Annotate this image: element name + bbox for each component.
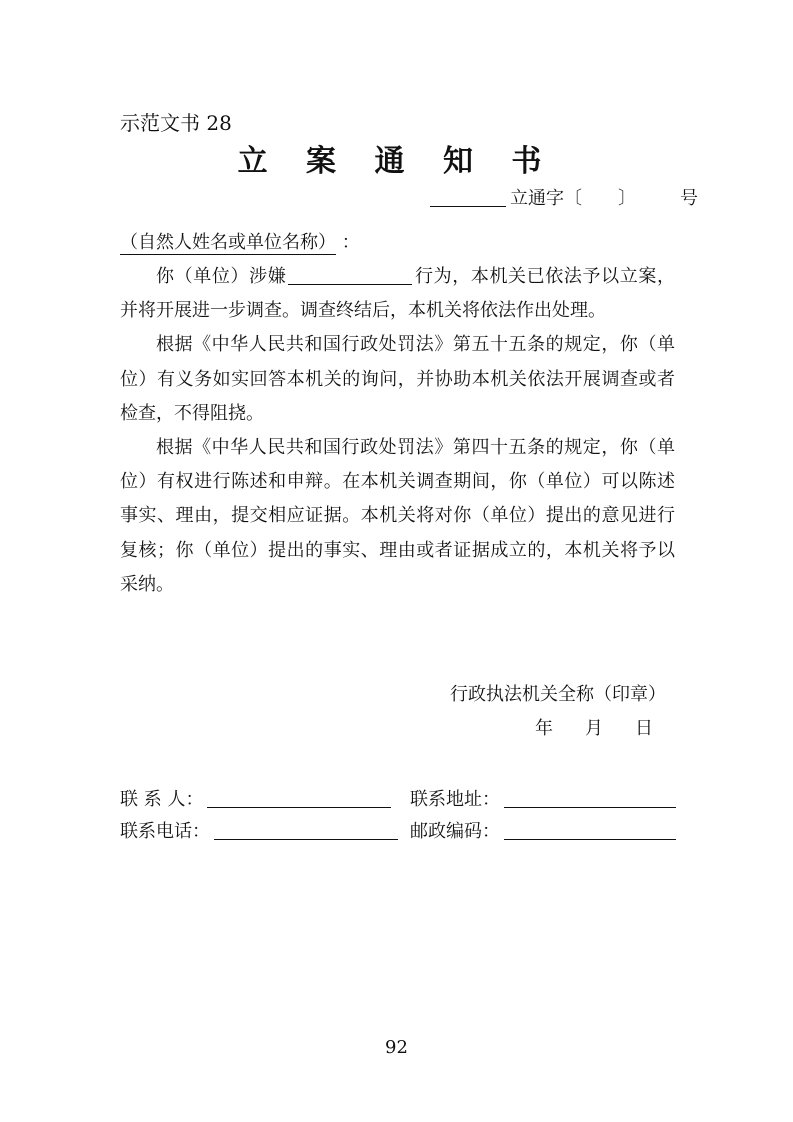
paragraph-duty-to-cooperate: 根据《中华人民共和国行政处罚法》第五十五条的规定，你（单位）有义务如实回答本机关的询问，并协助本机关依法开展调查或者检查，不得阻挠。 <box>120 334 675 424</box>
document-number-bracket-left: 〔 <box>564 188 582 209</box>
contact-person-label: 联 系 人： <box>120 789 204 810</box>
document-number-label: 立通字 <box>510 188 564 209</box>
date-day: 日 <box>635 718 653 739</box>
contact-person-field[interactable] <box>207 789 391 808</box>
notice-body <box>120 260 675 602</box>
document-number-suffix: 号 <box>680 188 698 209</box>
addressee-line <box>120 228 360 254</box>
document-number-bracket-right: 〕 <box>618 188 636 209</box>
date-month: 月 <box>585 718 603 739</box>
addressee-colon: ： <box>341 232 360 253</box>
contact-postcode-label: 邮政编码： <box>410 821 500 842</box>
contact-phone-field[interactable] <box>214 821 398 840</box>
addressee-placeholder[interactable]: （自然人姓名或单位名称） <box>120 232 336 253</box>
contact-phone-row <box>120 817 398 843</box>
paragraph-case-filed <box>120 260 675 328</box>
contact-address-label: 联系地址： <box>410 789 500 810</box>
issuing-agency-signature: 行政执法机关全称（印章） <box>450 684 666 705</box>
date-year: 年 <box>535 718 553 739</box>
contact-person-row <box>120 785 391 811</box>
issue-date <box>535 714 653 740</box>
paragraph-1-after: 行为，本机关已依法予以立案，并将开展进一步调查。调查终结后，本机关将依法作出处理。 <box>120 266 676 322</box>
document-number-prefix-blank[interactable] <box>430 188 506 207</box>
page-number: 92 <box>385 1037 408 1058</box>
offense-blank[interactable] <box>288 266 412 285</box>
contact-postcode-field[interactable] <box>504 821 676 840</box>
document-template-label: 示范文书 28 <box>120 111 232 135</box>
contact-address-row <box>410 785 676 811</box>
document-title: 立 案 通 知 书 <box>237 144 556 179</box>
document-number-line <box>430 184 698 210</box>
paragraph-1-before: 你（单位）涉嫌 <box>156 266 287 287</box>
contact-postcode-row <box>410 817 676 843</box>
contact-address-field[interactable] <box>504 789 676 808</box>
paragraph-right-to-defend: 根据《中华人民共和国行政处罚法》第四十五条的规定，你（单位）有权进行陈述和申辩。在本机关调查期间，你（单位）可以陈述事实、理由，提交相应证据。本机关将对你（单位）提出的意见进行复核；你（单位）提出的事实、理由或者证据成立的，本机关将予以采纳。 <box>120 437 675 595</box>
contact-phone-label: 联系电话： <box>120 821 210 842</box>
